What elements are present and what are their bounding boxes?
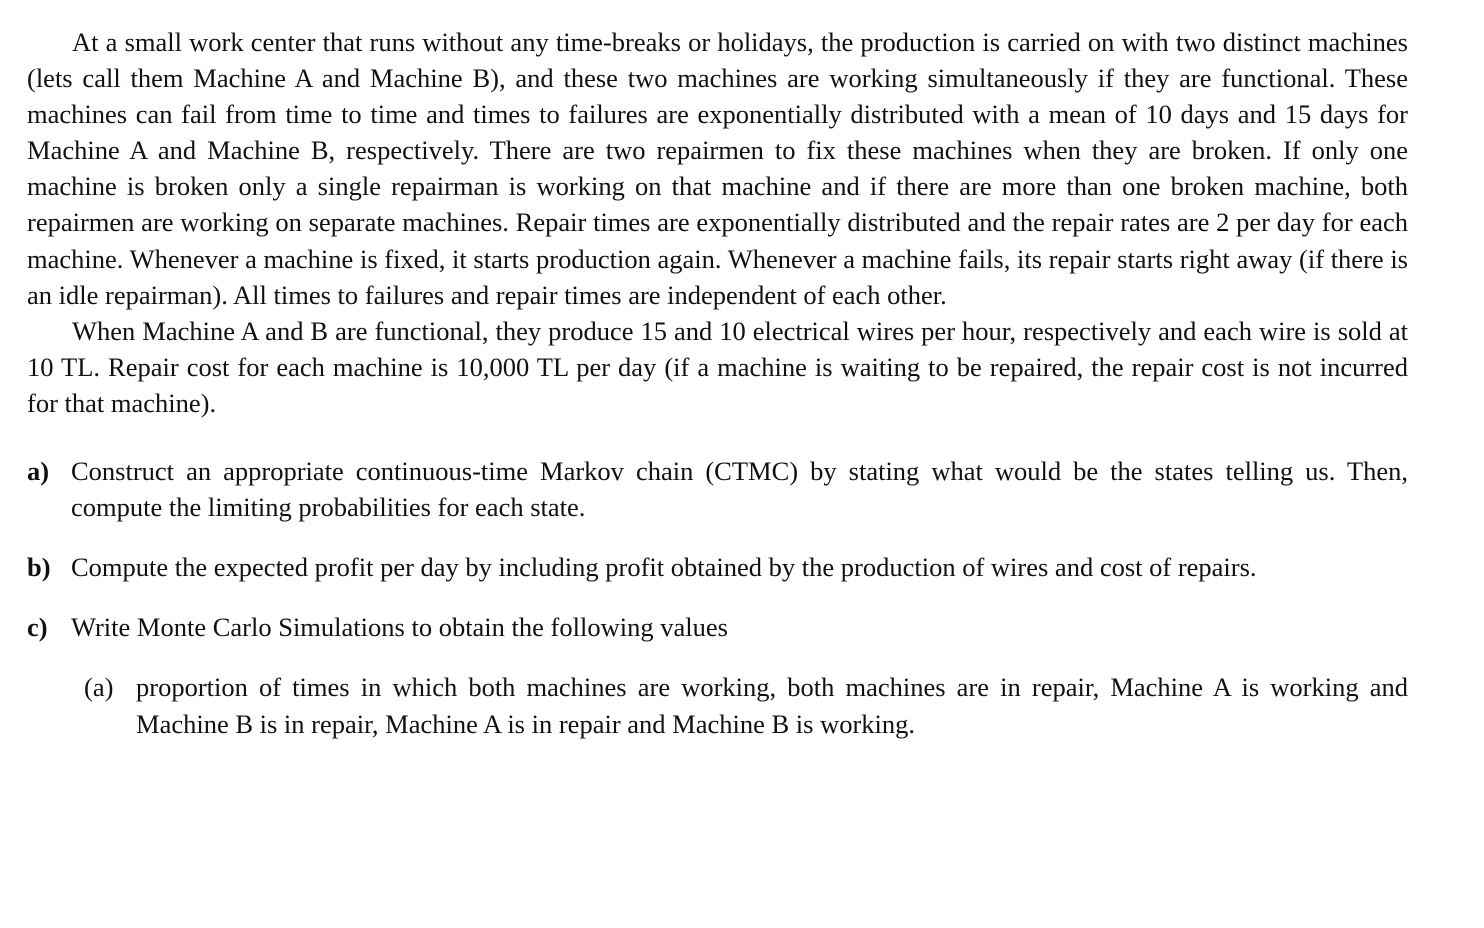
question-c-text: Write Monte Carlo Simulations to obtain the following values	[71, 612, 728, 643]
question-list	[27, 453, 1408, 742]
question-b-text: Compute the expected profit per day by including profit obtained by the production of wires and cost of repairs.	[71, 552, 1257, 583]
question-a-text: Construct an appropriate continuous-time Markov chain (CTMC) by stating what would be the states telling us. Then, compute the limiting probabilities for each state.	[71, 456, 1408, 523]
problem-document	[27, 24, 1408, 742]
question-c-subitem-a	[84, 669, 1408, 741]
production-paragraph: When Machine A and B are functional, they produce 15 and 10 electrical wires per hour, respectively and each wire is sold at 10 TL. Repair cost for each machine is 10,000 TL per day (if a machine is waiting to be repaired, the repair cost is not incurred for that machine).	[27, 315, 1408, 418]
question-b	[27, 549, 1408, 585]
intro-paragraph: At a small work center that runs without any time-breaks or holidays, the production is carried on with two distinct machines (lets call them Machine A and Machine B), and these two machines are working simultaneously if they are functional. These machines can fail from time to time and times to failures are exponentially distributed with a mean of 10 days and 15 days for Machine A and Machine B, respectively. There are two repairmen to fix these machines when they are broken. If only one machine is broken only a single repairman is working on that machine and if there are more than one broken machine, both repairmen are working on separate machines. Repair times are exponentially distributed and the repair rates are 2 per day for each machine. Whenever a machine is fixed, it starts production again. Whenever a machine fails, its repair starts right away (if there is an idle repairman). All times to failures and repair times are independent of each other.	[27, 27, 1408, 310]
question-a-label: a)	[27, 456, 50, 487]
question-c	[27, 609, 1408, 645]
subitem-a-label: (a)	[84, 672, 114, 703]
question-b-label: b)	[27, 552, 51, 583]
question-a	[27, 453, 1408, 525]
question-c-label: c)	[27, 612, 48, 643]
subitem-a-text: proportion of times in which both machines are working, both machines are in repair, Machine A is working and Machine B is in repair, Machine A is in repair and Machine B is working.	[136, 672, 1408, 739]
question-c-subitems	[84, 669, 1408, 741]
